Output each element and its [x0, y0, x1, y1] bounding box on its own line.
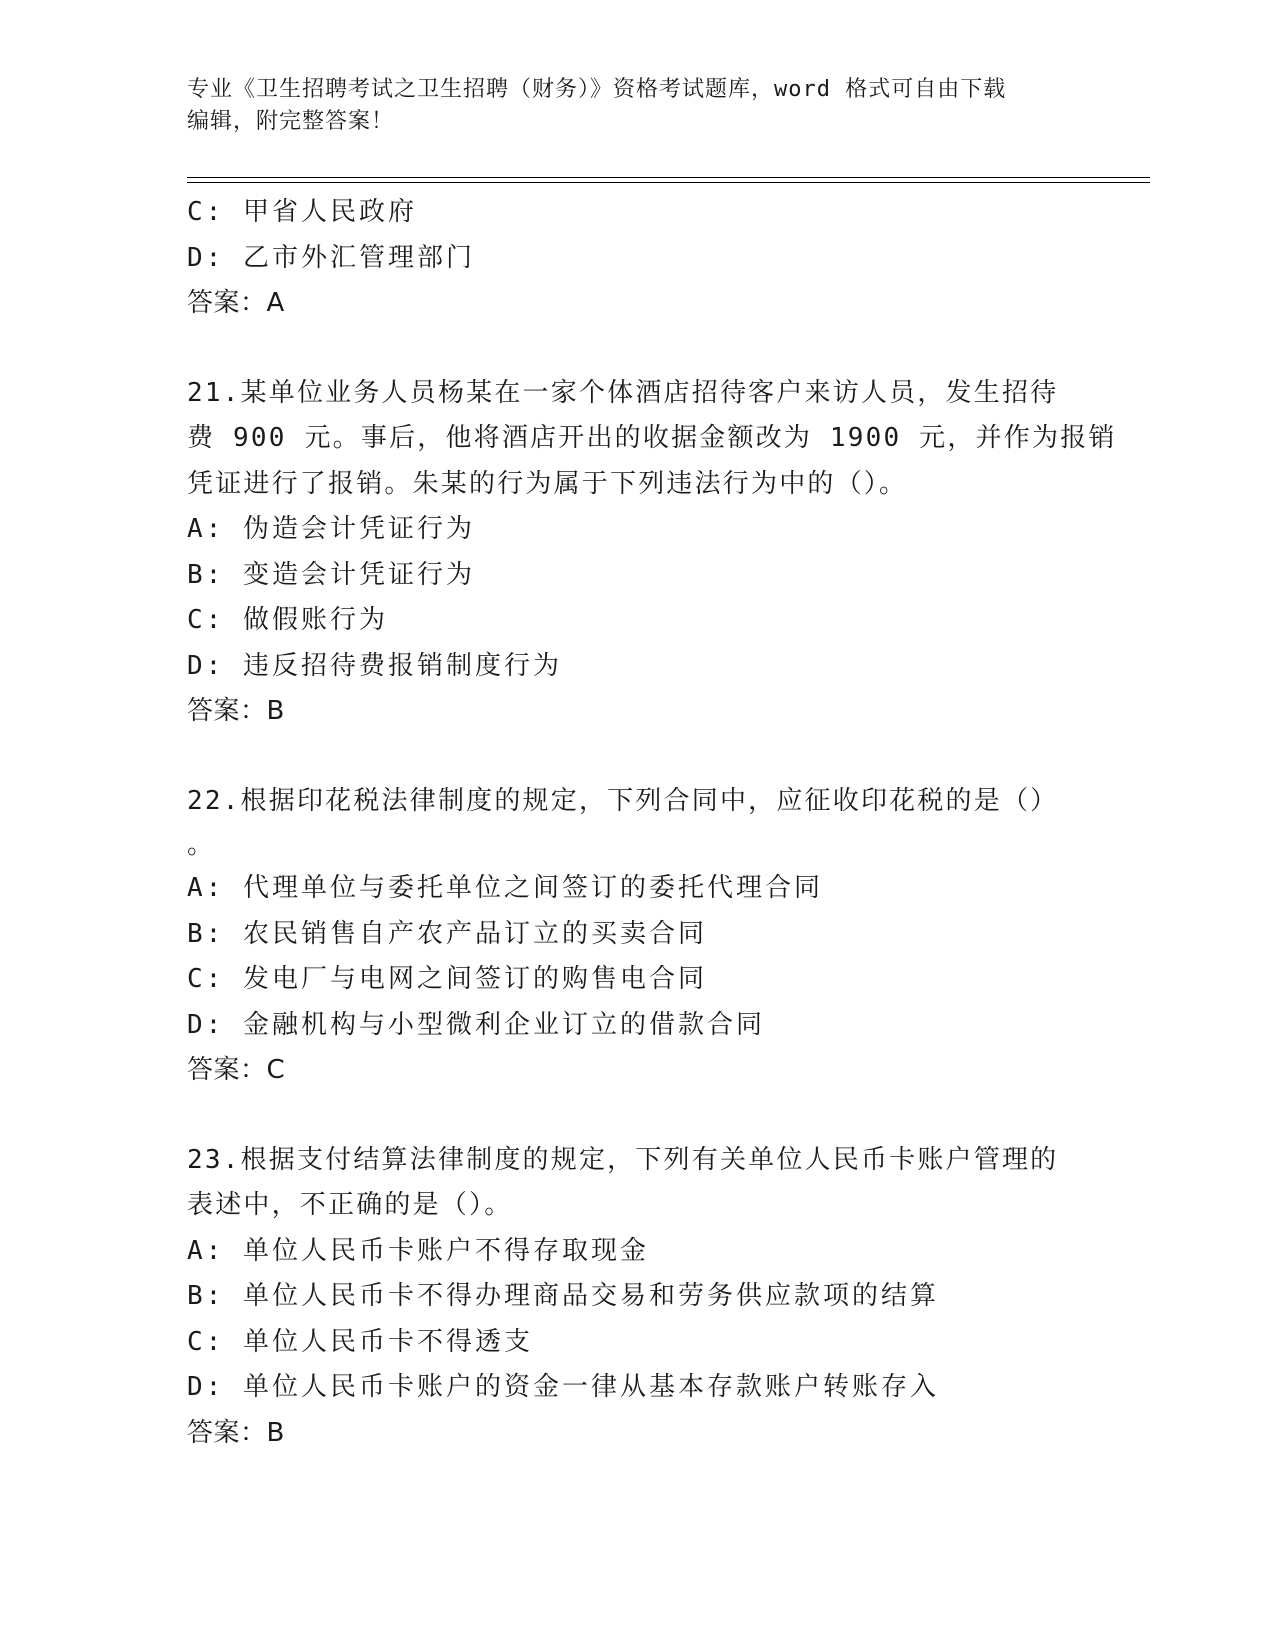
option-c: C: 做假账行为 [187, 605, 388, 635]
answer: 答案：B [187, 696, 285, 726]
question-text [187, 1138, 1087, 1229]
option-a: A: 伪造会计凭证行为 [187, 514, 475, 544]
option-a: A: 单位人民币卡账户不得存取现金 [187, 1235, 649, 1266]
option-a: A: 代理单位与委托单位之间签订的委托代理合同 [187, 873, 823, 903]
previous-question-tail [187, 190, 1087, 327]
question-23 [187, 1138, 1087, 1457]
option-d: D: 乙市外汇管理部门 [187, 242, 475, 273]
document-header [187, 74, 1067, 138]
question-line: 费 900 元。事后，他将酒店开出的收据金额改为 1900 元，并作为报销 [187, 423, 1117, 453]
option-c: C: 单位人民币卡不得透支 [187, 1326, 533, 1357]
option-b: B: 变造会计凭证行为 [187, 559, 475, 590]
question-list [187, 190, 1117, 1456]
answer: 答案：B [187, 1417, 285, 1448]
question-line: 23.根据支付结算法律制度的规定，下列有关单位人民币卡账户管理的 [187, 1144, 1059, 1175]
option-d: D: 单位人民币卡账户的资金一律从基本存款账户转账存入 [187, 1372, 939, 1402]
question-text [187, 371, 1117, 508]
option-d: D: 金融机构与小型微利企业订立的借款合同 [187, 1009, 765, 1040]
answer: 答案：C [187, 1055, 286, 1085]
question-line: 21.某单位业务人员杨某在一家个体酒店招待客户来访人员，发生招待 [187, 377, 1059, 408]
option-b: B: 农民销售自产农产品订立的买卖合同 [187, 918, 707, 949]
option-b: B: 单位人民币卡不得办理商品交易和劳务供应款项的结算 [187, 1281, 939, 1311]
header-rule-bottom [187, 182, 1150, 183]
header-rule-top [187, 177, 1150, 178]
question-line: 。 [187, 830, 216, 860]
question-line: 表述中，不正确的是（）。 [187, 1190, 513, 1220]
option-c: C: 甲省人民政府 [187, 197, 417, 227]
option-d: D: 违反招待费报销制度行为 [187, 650, 562, 681]
option-c: C: 发电厂与电网之间签订的购售电合同 [187, 964, 707, 994]
header-line-2: 编辑，附完整答案！ [187, 109, 395, 134]
header-line-1: 专业《卫生招聘考试之卫生招聘（财务）》资格考试题库，word 格式可自由下载 [187, 77, 1007, 102]
answer: 答案：A [187, 288, 285, 318]
question-line: 凭证进行了报销。朱某的行为属于下列违法行为中的（）。 [187, 468, 908, 499]
question-21 [187, 371, 1117, 735]
question-line: 22.根据印花税法律制度的规定，下列合同中，应征收印花税的是（） [187, 785, 1059, 816]
question-text [187, 779, 1087, 867]
question-22 [187, 779, 1087, 1094]
